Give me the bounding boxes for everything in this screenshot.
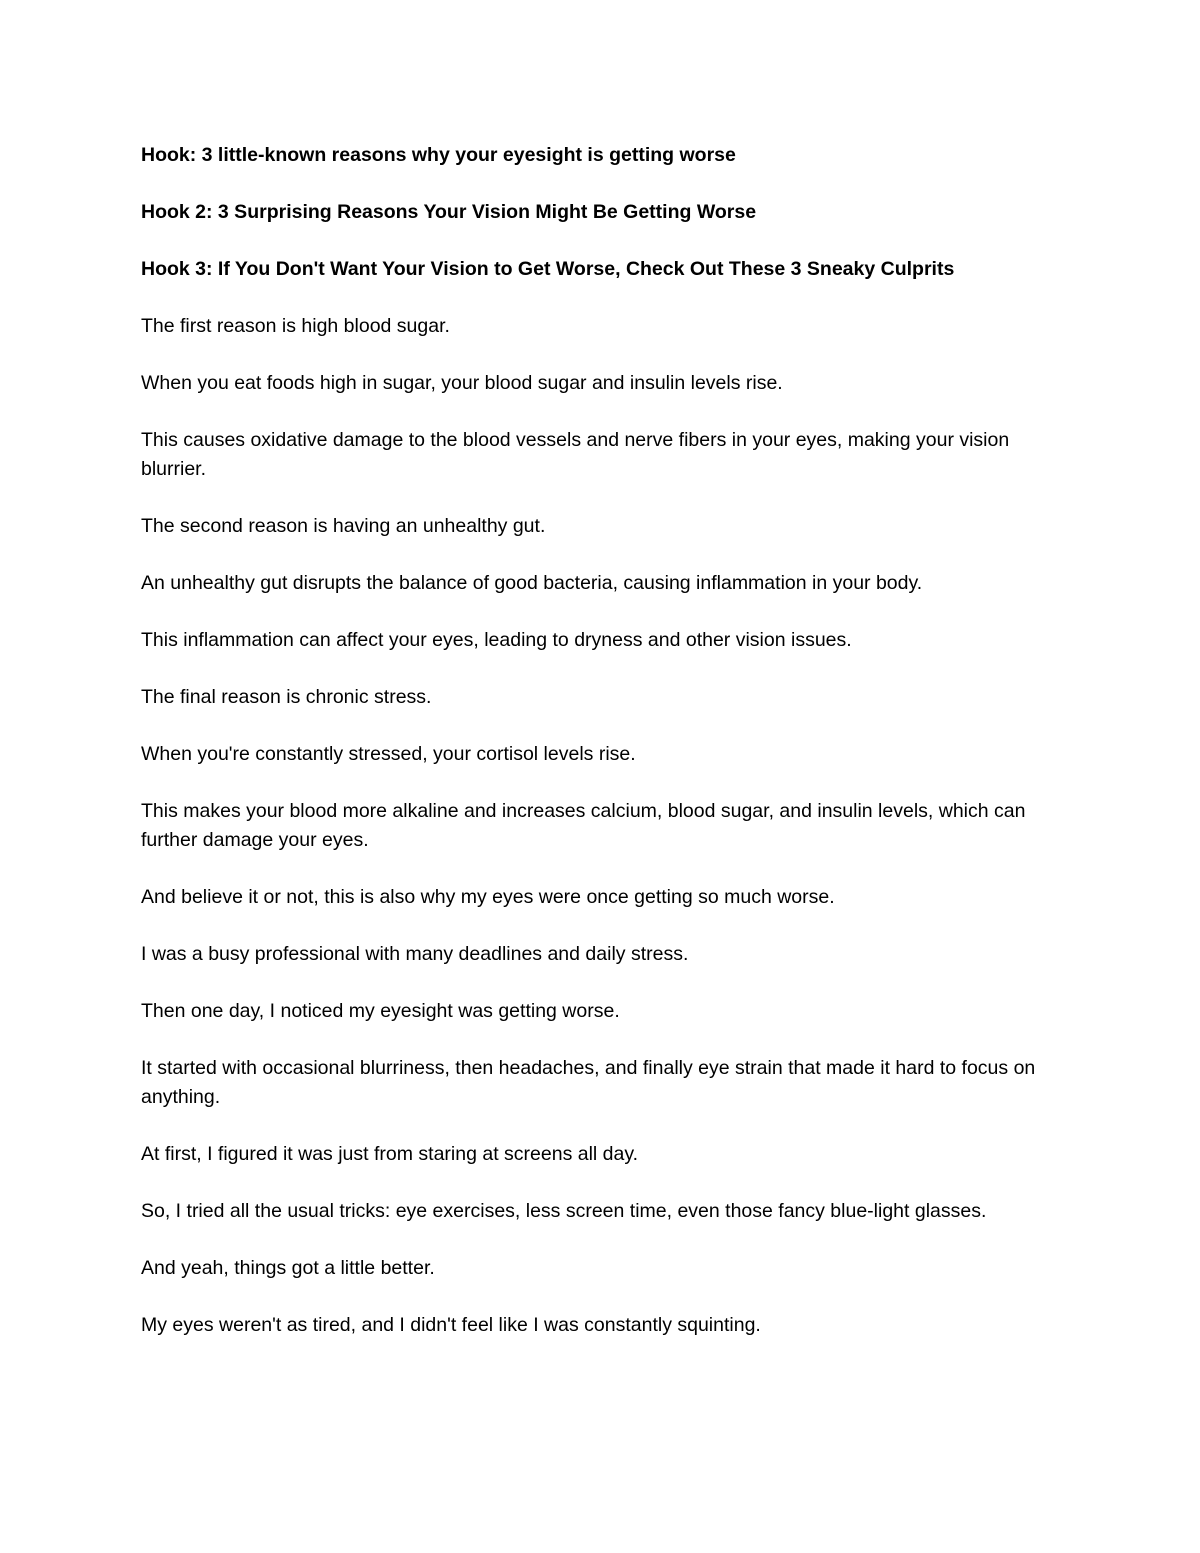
paragraph: Then one day, I noticed my eyesight was getting worse. xyxy=(141,1000,620,1022)
paragraph: At first, I figured it was just from staring at screens all day. xyxy=(141,1143,639,1165)
paragraph: This makes your blood more alkaline and increases calcium, blood sugar, and insulin levels, which can further damage your eyes. xyxy=(141,800,1026,851)
paragraph-second-reason: The second reason is having an unhealthy gut. xyxy=(141,515,546,537)
paragraph: This causes oxidative damage to the blood vessels and nerve fibers in your eyes, making your vision blurrier. xyxy=(141,429,1010,480)
paragraph: This inflammation can affect your eyes, leading to dryness and other vision issues. xyxy=(141,629,852,651)
hook-3: Hook 3: If You Don't Want Your Vision to Get Worse, Check Out These 3 Sneaky Culprits xyxy=(141,258,955,280)
paragraph-final-reason: The final reason is chronic stress. xyxy=(141,686,432,708)
paragraph: It started with occasional blurriness, then headaches, and finally eye strain that made it hard to focus on anything. xyxy=(141,1057,1036,1108)
paragraph: So, I tried all the usual tricks: eye exercises, less screen time, even those fancy blue-light glasses. xyxy=(141,1200,987,1222)
hook-1: Hook: 3 little-known reasons why your eyesight is getting worse xyxy=(141,144,736,166)
paragraph: My eyes weren't as tired, and I didn't feel like I was constantly squinting. xyxy=(141,1314,761,1336)
paragraph: And yeah, things got a little better. xyxy=(141,1257,435,1279)
paragraph: An unhealthy gut disrupts the balance of good bacteria, causing inflammation in your body. xyxy=(141,572,923,594)
paragraph: And believe it or not, this is also why my eyes were once getting so much worse. xyxy=(141,886,835,908)
paragraph: When you eat foods high in sugar, your blood sugar and insulin levels rise. xyxy=(141,372,783,394)
document-body xyxy=(141,141,1061,1368)
paragraph: I was a busy professional with many deadlines and daily stress. xyxy=(141,943,689,965)
paragraph-first-reason: The first reason is high blood sugar. xyxy=(141,315,450,337)
hook-2: Hook 2: 3 Surprising Reasons Your Vision Might Be Getting Worse xyxy=(141,201,757,223)
paragraph: When you're constantly stressed, your cortisol levels rise. xyxy=(141,743,636,765)
